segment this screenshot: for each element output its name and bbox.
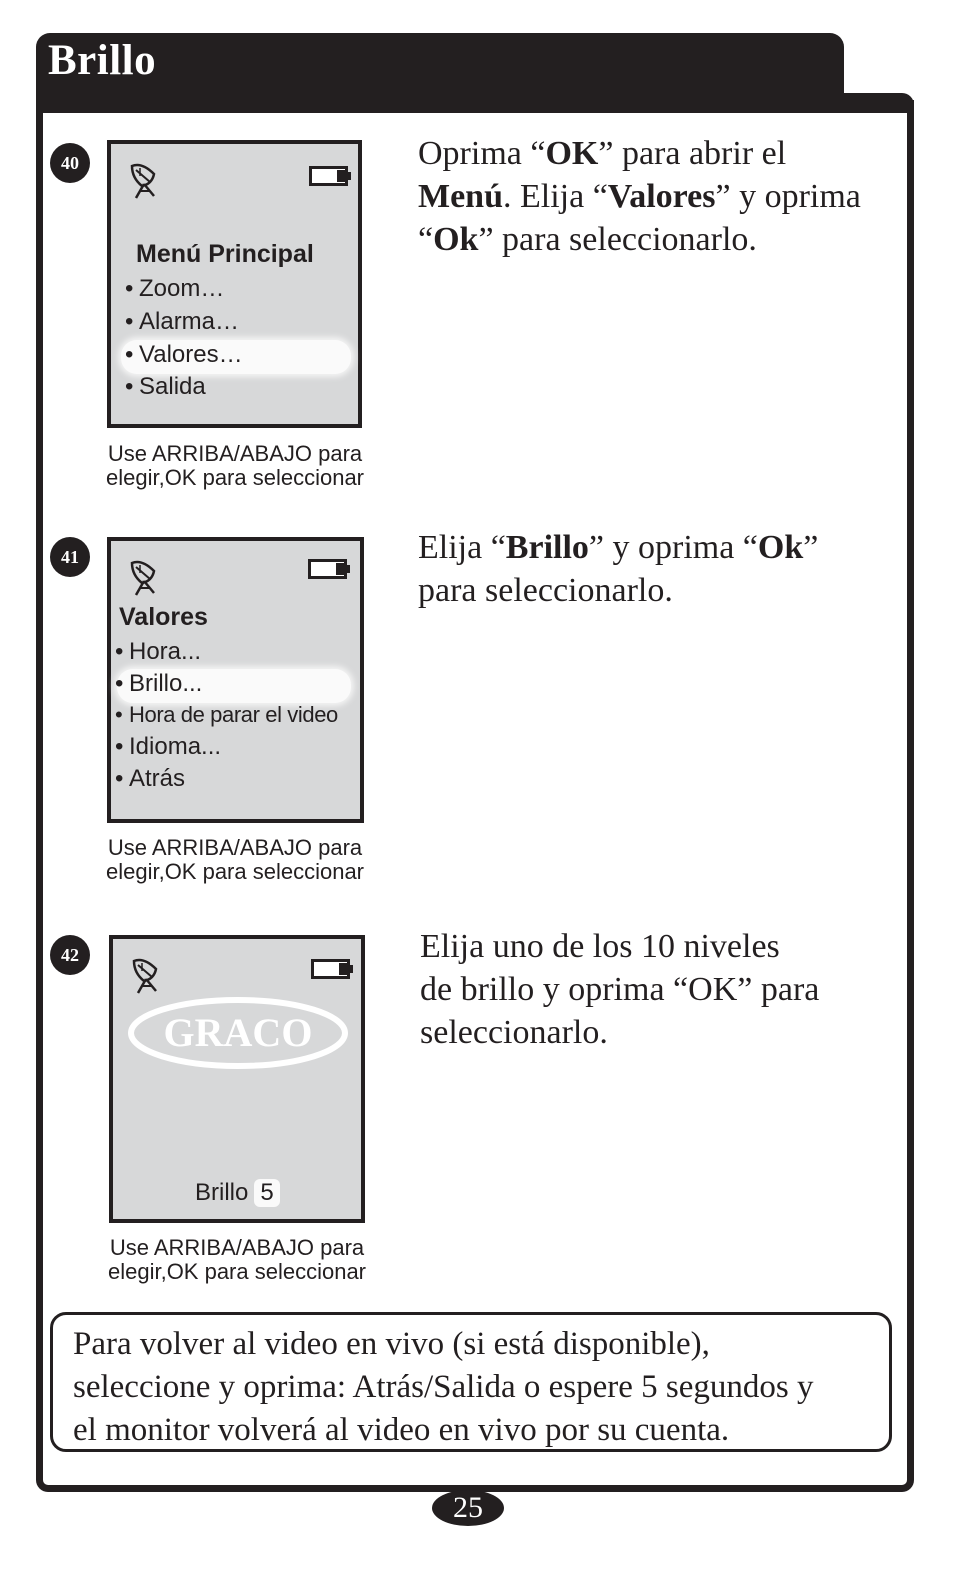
brightness-value: 5 [254,1179,279,1207]
svg-text:GRACO: GRACO [163,1010,313,1055]
lcd-screen-brightness [109,935,365,1223]
page-number: 25 [432,1490,504,1526]
step-number-badge: 40 [50,143,90,183]
lcd-screen-settings-menu [107,537,364,823]
brightness-level-readout: Brillo 5 [195,1179,280,1207]
menu-item-hora: • Hora... [115,638,202,665]
battery-icon [309,166,351,186]
step-instruction: Elija “Brillo” y oprima “Ok” para seleccionarlo. [418,529,819,609]
battery-icon [308,559,350,579]
graco-logo [127,997,349,1069]
menu-item-zoom: • Zoom… [125,275,225,302]
note-box: Para volver al video en vivo (si está disponible), seleccione y oprima: Atrás/Salida o espere 5 segundos y el monitor volverá al video en vivo por su cuenta. [50,1312,892,1452]
screen-title: Valores [119,603,208,631]
menu-item-valores: • Valores… [125,341,243,368]
antenna-icon [128,557,164,597]
step-instruction: Elija uno de los 10 niveles de brillo y oprima “OK” para seleccionarlo. [420,928,820,1051]
menu-item-atras: • Atrás [115,765,186,792]
menu-item-alarma: • Alarma… [125,308,240,335]
menu-item-idioma: • Idioma... [115,733,222,760]
navigation-hint: Use ARRIBA/ABAJO para elegir,OK para seleccionar [107,1235,367,1284]
navigation-hint: Use ARRIBA/ABAJO para elegir,OK para seleccionar [105,441,365,490]
antenna-icon [128,160,164,200]
menu-item-salida: • Salida [125,373,206,400]
menu-item-hora-parar-video: • Hora de parar el video [115,702,338,727]
menu-item-brillo: • Brillo... [115,670,203,697]
lcd-screen-main-menu [107,140,362,428]
screen-title: Menú Principal [136,240,314,268]
page-title: Brillo [48,37,157,84]
battery-icon [311,959,353,979]
navigation-hint: Use ARRIBA/ABAJO para elegir,OK para seleccionar [105,835,365,884]
step-number-badge: 41 [50,537,90,577]
step-number-badge: 42 [50,935,90,975]
antenna-icon [130,955,166,995]
step-instruction: Oprima “OK” para abrir el Menú. Elija “Valores” y oprima “Ok” para seleccionarlo. [418,135,861,258]
